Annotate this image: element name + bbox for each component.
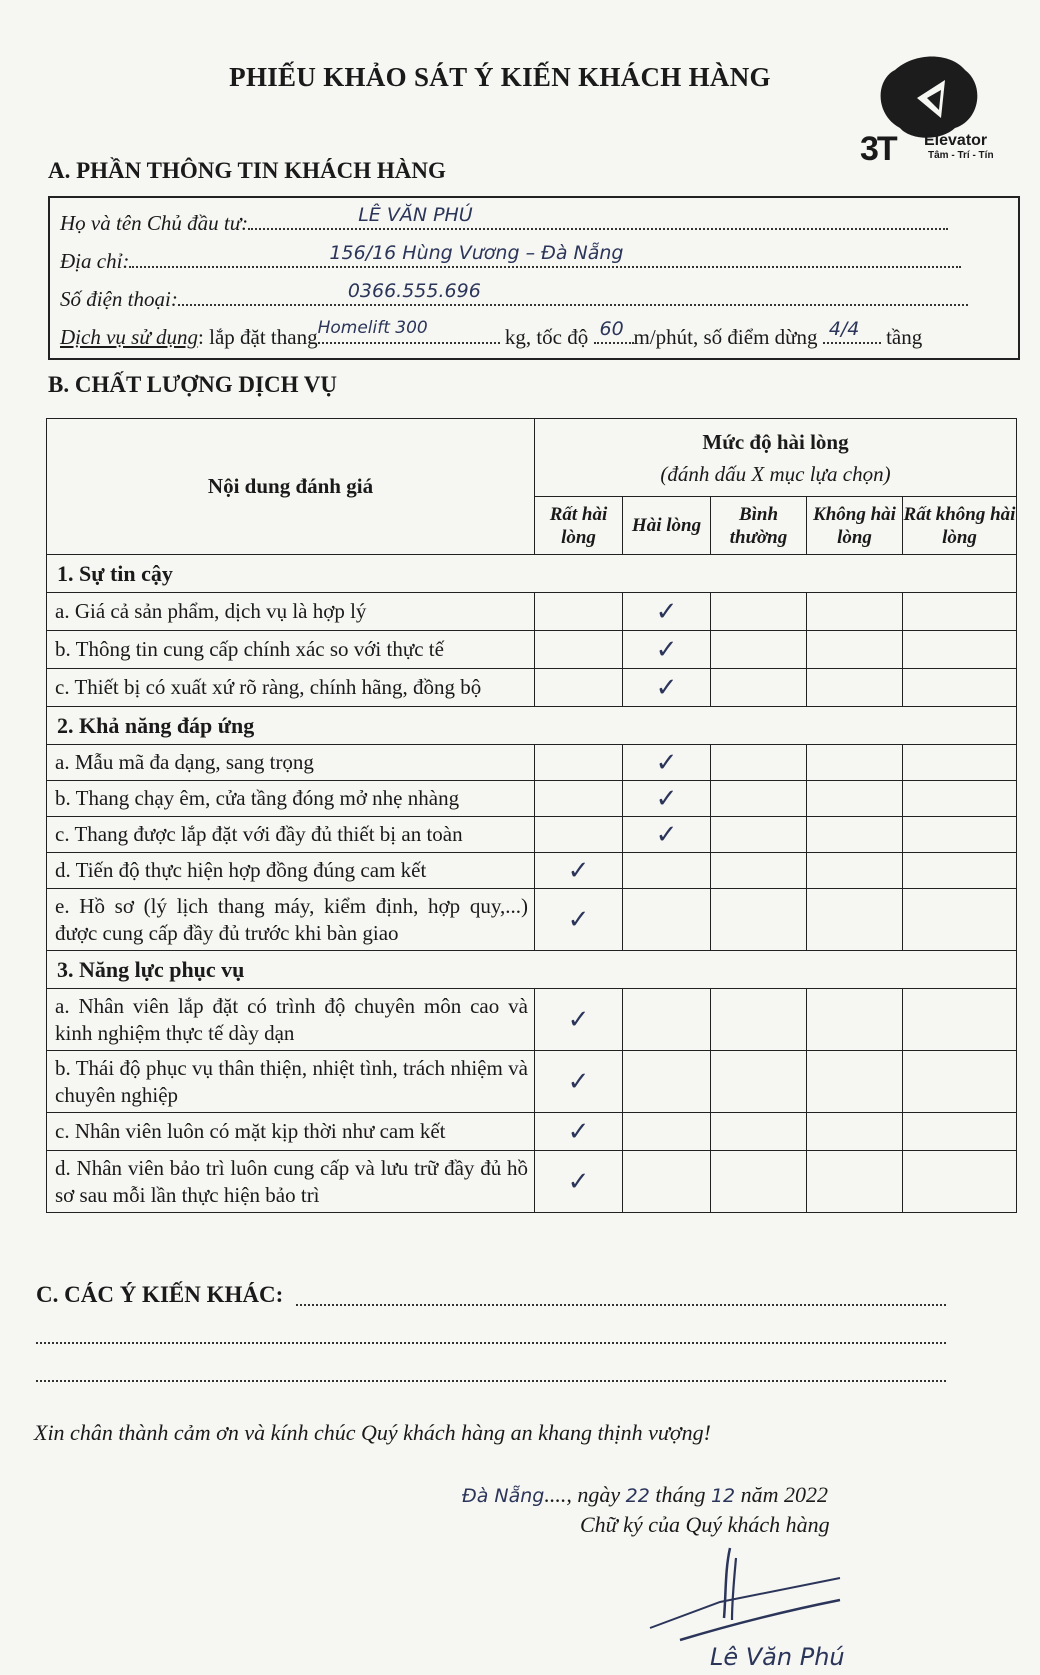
address-field[interactable] <box>129 242 961 268</box>
date-day: 22 <box>625 1485 650 1507</box>
kg-text: kg, tốc độ <box>504 325 589 349</box>
check-mark-icon: ✓ <box>567 904 590 935</box>
question-text: b. Thái độ phục vụ thân thiện, nhiệt tình, trách nhiệm và chuyên nghiệp <box>47 1051 535 1113</box>
owner-field[interactable] <box>248 204 948 230</box>
question-row <box>47 817 1017 853</box>
address-label: Địa chỉ: <box>60 249 130 273</box>
level-header-1: Hài lòng <box>623 497 711 555</box>
rating-cell[interactable] <box>807 781 903 817</box>
question-row <box>47 669 1017 707</box>
owner-value: LÊ VĂN PHÚ <box>358 204 473 226</box>
rating-cell[interactable] <box>623 593 711 631</box>
rating-cell[interactable] <box>711 817 807 853</box>
group-row <box>47 707 1017 745</box>
rating-cell[interactable] <box>535 1151 623 1213</box>
check-mark-icon: ✓ <box>655 596 678 627</box>
rating-cell[interactable] <box>623 989 711 1051</box>
other-comments-line-1[interactable] <box>296 1302 946 1306</box>
rating-cell[interactable] <box>903 989 1017 1051</box>
check-mark-icon: ✓ <box>655 747 678 778</box>
rating-cell[interactable] <box>807 1113 903 1151</box>
group-row <box>47 555 1017 593</box>
rating-cell[interactable] <box>623 817 711 853</box>
speed-value: 60 <box>599 318 624 340</box>
rating-cell[interactable] <box>535 889 623 951</box>
question-text: a. Mẫu mã đa dạng, sang trọng <box>47 745 535 781</box>
rating-cell[interactable] <box>903 745 1017 781</box>
rating-cell[interactable] <box>903 593 1017 631</box>
phone-value: 0366.555.696 <box>347 280 481 302</box>
question-text: a. Nhân viên lắp đặt có trình độ chuyên môn cao và kinh nghiệm thực tế dày dạn <box>47 989 535 1051</box>
rating-cell[interactable] <box>711 853 807 889</box>
floors-text: tầng <box>886 325 923 349</box>
rating-cell[interactable] <box>807 1151 903 1213</box>
rating-cell[interactable] <box>807 669 903 707</box>
rating-cell[interactable] <box>535 745 623 781</box>
speed-field[interactable] <box>594 318 634 344</box>
rating-cell[interactable] <box>535 989 623 1051</box>
rating-cell[interactable] <box>623 889 711 951</box>
question-text: d. Tiến độ thực hiện hợp đồng đúng cam kết <box>47 853 535 889</box>
load-value: Homelift 300 <box>317 318 428 338</box>
year-label: năm 2022 <box>740 1482 829 1507</box>
rating-cell[interactable] <box>903 1113 1017 1151</box>
rating-cell[interactable] <box>711 593 807 631</box>
owner-label: Họ và tên Chủ đầu tư: <box>60 211 249 235</box>
check-mark-icon: ✓ <box>567 1004 590 1035</box>
rating-cell[interactable] <box>903 669 1017 707</box>
group-title: 3. Năng lực phục vụ <box>47 951 1017 989</box>
question-row <box>47 1051 1017 1113</box>
question-row <box>47 1151 1017 1213</box>
rating-cell[interactable] <box>535 631 623 669</box>
rating-cell[interactable] <box>711 1151 807 1213</box>
question-text: b. Thông tin cung cấp chính xác so với thực tế <box>47 631 535 669</box>
check-mark-icon: ✓ <box>655 672 678 703</box>
rating-cell[interactable] <box>623 853 711 889</box>
question-text: e. Hồ sơ (lý lịch thang máy, kiểm định, hợp quy,...) được cung cấp đầy đủ trước khi bàn giao <box>47 889 535 951</box>
question-row <box>47 781 1017 817</box>
rating-cell[interactable] <box>903 631 1017 669</box>
section-c-heading: C. CÁC Ý KIẾN KHÁC: <box>36 1282 284 1307</box>
question-row <box>47 853 1017 889</box>
form-title: PHIẾU KHẢO SÁT Ý KIẾN KHÁCH HÀNG <box>229 62 771 92</box>
service-label: Dịch vụ sử dụng <box>60 325 199 349</box>
check-mark-icon: ✓ <box>567 855 590 886</box>
rating-cell[interactable] <box>535 1051 623 1113</box>
rating-cell[interactable] <box>711 1051 807 1113</box>
level-header-2: Bình thường <box>711 497 807 555</box>
rating-cell[interactable] <box>711 745 807 781</box>
rating-cell[interactable] <box>807 817 903 853</box>
rating-cell[interactable] <box>711 669 807 707</box>
other-comments-line-2[interactable] <box>36 1340 946 1344</box>
satisfaction-group-title: Mức độ hài lòng <box>702 429 849 454</box>
rating-cell[interactable] <box>535 853 623 889</box>
rating-cell[interactable] <box>623 669 711 707</box>
rating-cell[interactable] <box>807 889 903 951</box>
question-text: c. Thiết bị có xuất xứ rõ ràng, chính hãng, đồng bộ <box>47 669 535 707</box>
rating-cell[interactable] <box>807 853 903 889</box>
address-line <box>60 242 961 274</box>
load-field[interactable] <box>317 318 500 344</box>
thank-you-message: Xin chân thành cảm ơn và kính chúc Quý khách hàng an khang thịnh vượng! <box>34 1420 711 1445</box>
question-text: d. Nhân viên bảo trì luôn cung cấp và lưu trữ đầy đủ hồ sơ sau mỗi lần thực hiện bảo trì <box>47 1151 535 1213</box>
check-mark-icon: ✓ <box>655 634 678 665</box>
rating-cell[interactable] <box>535 669 623 707</box>
phone-line <box>60 280 968 312</box>
rating-cell[interactable] <box>623 781 711 817</box>
owner-line <box>60 204 948 236</box>
question-row <box>47 745 1017 781</box>
rating-cell[interactable] <box>903 781 1017 817</box>
customer-signature <box>640 1540 880 1675</box>
signer-name: Lê Văn Phú <box>710 1643 845 1671</box>
day-label: ...., ngày <box>544 1482 621 1507</box>
rating-cell[interactable] <box>535 1113 623 1151</box>
other-comments-line-3[interactable] <box>36 1378 946 1382</box>
rating-cell[interactable] <box>711 1113 807 1151</box>
phone-field[interactable] <box>178 280 968 306</box>
group-title: 1. Sự tin cậy <box>47 555 1017 593</box>
rating-cell[interactable] <box>623 745 711 781</box>
group-row <box>47 951 1017 989</box>
rating-cell[interactable] <box>903 853 1017 889</box>
address-value: 156/16 Hùng Vương – Đà Nẵng <box>329 242 624 264</box>
logo-name: Elevator <box>924 132 988 149</box>
logo-mark: 3T <box>860 130 896 168</box>
rating-cell[interactable] <box>807 593 903 631</box>
rating-cell[interactable] <box>535 781 623 817</box>
rating-cell[interactable] <box>623 631 711 669</box>
satisfaction-group-subtitle: (đánh dấu X mục lựa chọn) <box>660 461 891 486</box>
phone-label: Số điện thoại: <box>60 287 178 311</box>
question-text: c. Nhân viên luôn có mặt kịp thời như cam kết <box>47 1113 535 1151</box>
group-title: 2. Khả năng đáp ứng <box>47 707 1017 745</box>
check-mark-icon: ✓ <box>655 783 678 814</box>
customer-info-box <box>48 196 1020 360</box>
question-text: c. Thang được lắp đặt với đầy đủ thiết bị an toàn <box>47 817 535 853</box>
rating-cell[interactable] <box>623 1051 711 1113</box>
rating-cell[interactable] <box>535 593 623 631</box>
rating-cell[interactable] <box>903 1051 1017 1113</box>
check-mark-icon: ✓ <box>655 819 678 850</box>
rating-cell[interactable] <box>623 1113 711 1151</box>
stops-field[interactable] <box>823 318 881 344</box>
question-text: b. Thang chạy êm, cửa tầng đóng mở nhẹ nhàng <box>47 781 535 817</box>
question-row <box>47 989 1017 1051</box>
question-row <box>47 1113 1017 1151</box>
rating-cell[interactable] <box>903 1151 1017 1213</box>
rating-cell[interactable] <box>807 631 903 669</box>
question-row <box>47 593 1017 631</box>
rating-cell[interactable] <box>711 781 807 817</box>
rating-cell[interactable] <box>535 817 623 853</box>
level-header-0: Rất hài lòng <box>535 497 623 555</box>
rating-cell[interactable] <box>711 889 807 951</box>
stops-value: 4/4 <box>828 318 860 340</box>
level-header-3: Không hài lòng <box>807 497 903 555</box>
rating-cell[interactable] <box>807 989 903 1051</box>
rating-cell[interactable] <box>711 989 807 1051</box>
rating-cell[interactable] <box>903 817 1017 853</box>
rating-cell[interactable] <box>807 745 903 781</box>
satisfaction-table <box>46 418 1017 1213</box>
logo-tagline: Tâm - Trí - Tín <box>928 150 994 161</box>
level-header-4: Rất không hài lòng <box>903 497 1017 555</box>
satisfaction-group-header <box>535 419 1017 497</box>
service-text: : lắp đặt thang <box>198 325 318 349</box>
check-mark-icon: ✓ <box>567 1066 590 1097</box>
month-label: tháng <box>655 1482 706 1507</box>
section-b-heading: B. CHẤT LƯỢNG DỊCH VỤ <box>48 372 338 397</box>
service-line <box>60 318 923 350</box>
content-column-header: Nội dung đánh giá <box>47 419 535 555</box>
check-mark-icon: ✓ <box>567 1166 590 1197</box>
rating-cell[interactable] <box>711 631 807 669</box>
section-a-heading: A. PHẦN THÔNG TIN KHÁCH HÀNG <box>48 158 446 183</box>
question-row <box>47 889 1017 951</box>
rating-cell[interactable] <box>807 1051 903 1113</box>
rating-cell[interactable] <box>623 1151 711 1213</box>
signature-label: Chữ ký của Quý khách hàng <box>580 1512 830 1537</box>
question-row <box>47 631 1017 669</box>
date-month: 12 <box>710 1485 736 1507</box>
date-line <box>462 1482 828 1508</box>
speed-unit: m/phút, số điểm dừng <box>633 325 818 349</box>
question-text: a. Giá cả sản phẩm, dịch vụ là hợp lý <box>47 593 535 631</box>
check-mark-icon: ✓ <box>567 1116 590 1147</box>
rating-cell[interactable] <box>903 889 1017 951</box>
date-place: Đà Nẵng <box>462 1485 545 1507</box>
